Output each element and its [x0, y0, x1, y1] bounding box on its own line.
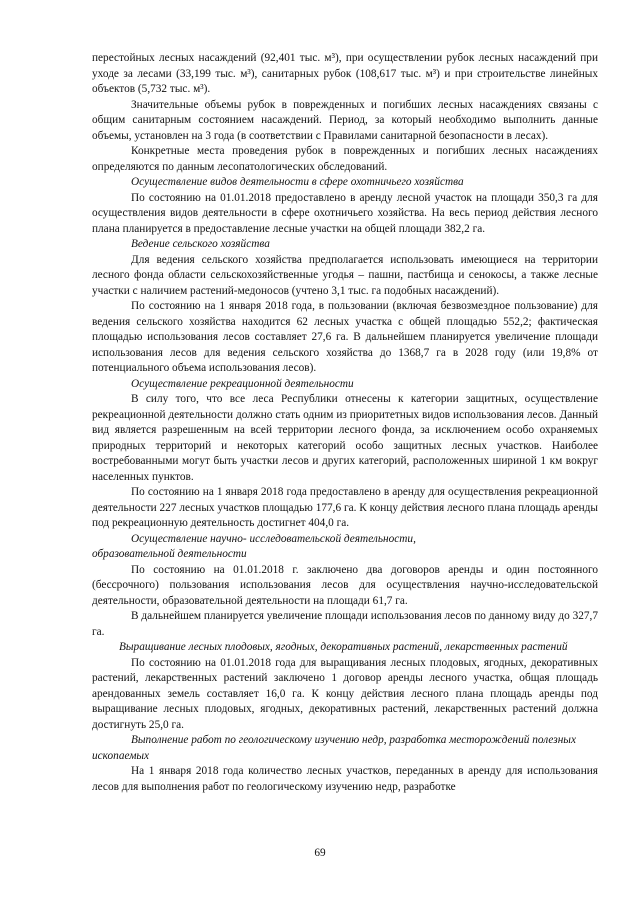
page-number: 69 — [314, 847, 326, 859]
paragraph: По состоянию на 1 января 2018 года предоставлено в аренду для осуществления рекреационной деятельности 227 лесных участков площадью 177,6 га. К концу действия лесного плана площадь аренды под рекреационную деятельность достигнет 404,0 га. — [92, 486, 598, 529]
section-heading: образовательной деятельности — [92, 548, 247, 560]
section-heading: Осуществление научно- исследовательской деятельности, — [131, 532, 416, 545]
paragraph: По состоянию на 01.01.2018 года для выращивания лесных плодовых, ягодных, декоративных растений, лекарственных растений заключено 1 договор аренды лесного участка, общая площадь арендованных земель составляет 16,0 га. К концу действия лесного плана площадь аренды под выращивание лесных плодовых, ягодных, декоративных растений, лекарственных растений должна достигнуть 25,0 га. — [92, 656, 598, 731]
paragraph: перестойных лесных насаждений (92,401 тыс. м³), при осуществлении рубок лесных насаждений при уходе за лесами (33,199 тыс. м³), санитарных рубок (108,617 тыс. м³) и при строительстве линейных объектов (5,732 тыс. м³). — [92, 52, 598, 95]
paragraph: По состоянию на 01.01.2018 предоставлено в аренду лесной участок на площади 350,3 га для осуществления видов деятельности в сфере охотничьего хозяйства. На весь период действия лесного плана планируется в предоставление лесные участки на общей площади 382,2 га. — [92, 191, 598, 235]
paragraph: В дальнейшем планируется увеличение площади использования лесов по данному виду до 327,7 га. — [92, 610, 598, 638]
section-heading: Осуществление видов деятельности в сфере охотничьего хозяйства — [131, 176, 464, 188]
section-heading: Осуществление рекреационной деятельности — [131, 377, 354, 390]
section-heading: Ведение сельского хозяйства — [131, 238, 270, 250]
paragraph: По состоянию на 1 января 2018 года, в пользовании (включая безвозмездное пользование) для ведения сельского хозяйства находится 62 лесных участка с общей площадью 552,2; фактическая площадью использования лесов составляет 27,6 га. В дальнейшем планируется увеличение площади использования лесов для ведения сельского хозяйства до 1368,7 га в 2028 году (или 19,8% от потенциального объема использования лесов). — [92, 300, 598, 374]
paragraph: Значительные объемы рубок в поврежденных и погибших лесных насаждениях связаны с общим санитарным состоянием насаждений. Период, за который необходимо выполнить данные объемы, установлен на 3 года (в соответствии с Правилами санитарной безопасности в лесах). — [92, 98, 598, 142]
section-heading: Выполнение работ по геологическому изучению недр, разработка месторождений полезных ископаемых — [92, 734, 576, 762]
page-body — [92, 51, 598, 795]
paragraph: Конкретные места проведения рубок в поврежденных и погибших лесных насаждениях определяются по данным лесопатологических обследований. — [92, 145, 598, 173]
paragraph: На 1 января 2018 года количество лесных участков, переданных в аренду для использования лесов для выполнения работ по геологическому изучению недр, разработке — [92, 765, 598, 793]
section-heading: Выращивание лесных плодовых, ягодных, декоративных растений, лекарственных растений — [119, 641, 568, 653]
paragraph: В силу того, что все леса Республики отнесены к категории защитных, осуществление рекреационной деятельности должно стать одним из приоритетных видов использования лесов. Данный вид является разрешенным на всей территории лесного фонда, за исключением особо охраняемых природных территорий и некоторых категорий особо защитных лесных участков. Наиболее востребованными могут быть участки лесов и других категорий, расположенных шириной 1 км вокруг населенных пунктов. — [92, 393, 598, 483]
paragraph: Для ведения сельского хозяйства предполагается использовать имеющиеся на территории лесного фонда области сельскохозяйственные угодья – пашни, пастбища и сенокосы, а также лесные участки с наличием растений-медоносов (учтено 3,1 тыс. га подобных насаждений). — [92, 253, 598, 297]
paragraph: По состоянию на 01.01.2018 г. заключено два договоров аренды и один постоянного (бессрочного) пользования использования лесов для осуществления научно-исследовательской деятельности, образовательной деятельности на площади 61,7 га. — [92, 563, 598, 607]
